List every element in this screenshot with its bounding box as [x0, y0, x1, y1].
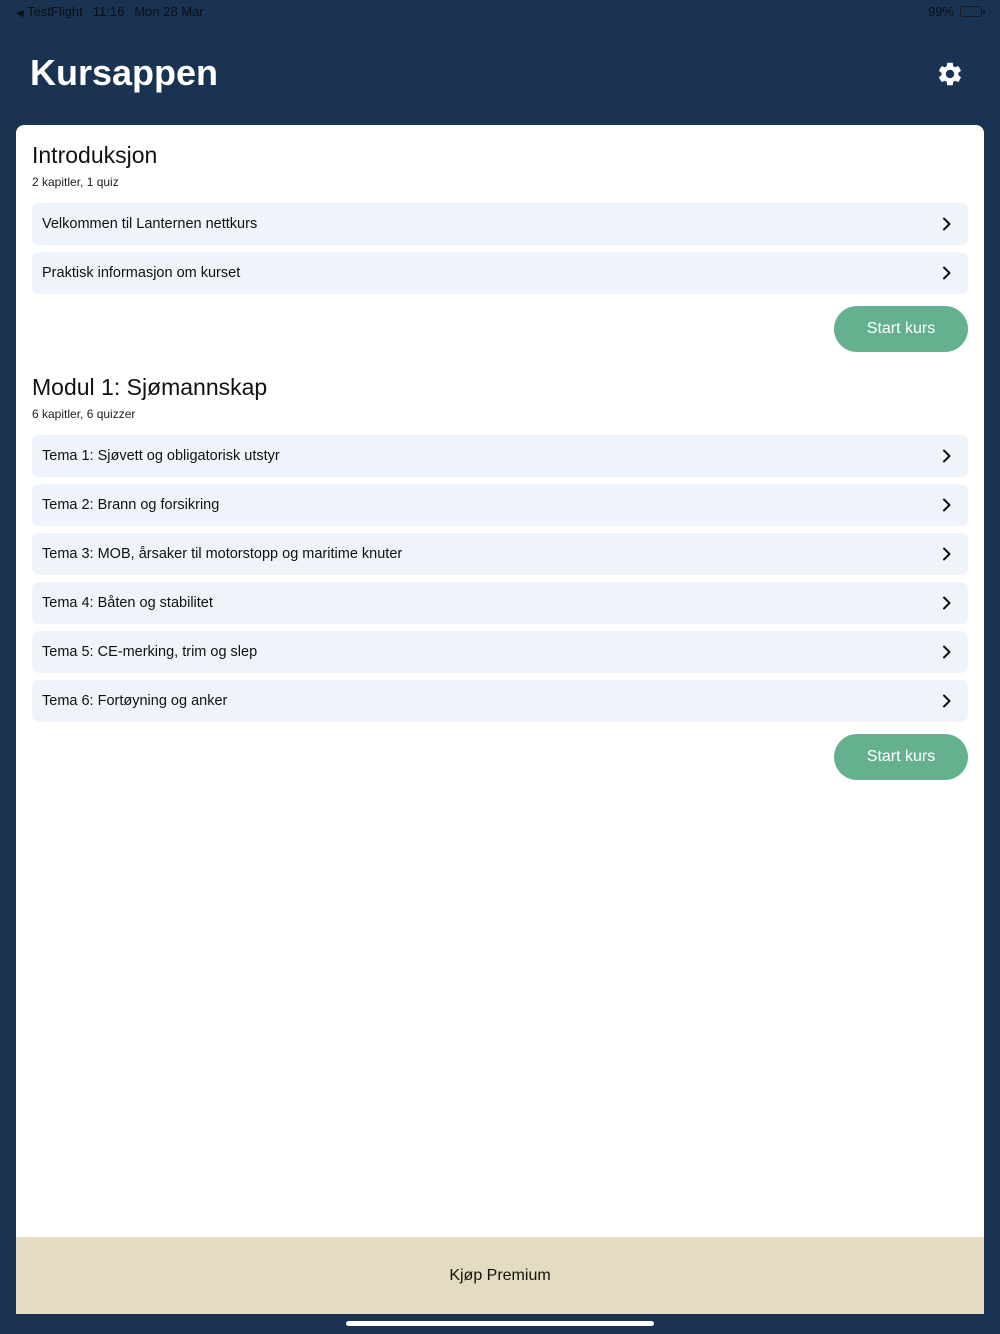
back-app-label: TestFlight — [27, 4, 83, 19]
battery-percent: 99% — [927, 4, 954, 19]
chapter-label: Tema 2: Brann og forsikring — [42, 497, 220, 513]
chapter-item[interactable] — [32, 582, 968, 624]
status-right — [928, 4, 982, 19]
chapter-item[interactable] — [32, 631, 968, 673]
chapter-item[interactable] — [32, 680, 968, 722]
section-modul-1 — [32, 374, 968, 780]
section-introduksjon — [32, 142, 968, 352]
start-course-button[interactable]: Start kurs — [834, 306, 968, 352]
chapter-label: Tema 4: Båten og stabilitet — [42, 595, 213, 611]
chapter-item[interactable] — [32, 484, 968, 526]
chapter-list — [32, 435, 968, 722]
chevron-right-icon — [940, 596, 954, 610]
app-title: Kursappen — [30, 52, 219, 93]
back-to-app[interactable] — [16, 4, 83, 19]
status-bar — [0, 0, 1000, 24]
start-course-button[interactable]: Start kurs — [834, 734, 968, 780]
status-time: 11:16 — [92, 4, 125, 19]
chevron-right-icon — [940, 547, 954, 561]
chevron-right-icon — [940, 449, 954, 463]
chapter-item[interactable] — [32, 203, 968, 245]
chevron-right-icon — [940, 498, 954, 512]
section-subtitle: 2 kapitler, 1 quiz — [32, 175, 119, 189]
chapter-label: Tema 6: Fortøyning og anker — [42, 693, 228, 709]
chapter-item[interactable] — [32, 252, 968, 294]
home-indicator — [346, 1321, 654, 1326]
course-card — [16, 125, 984, 1314]
section-subtitle: 6 kapitler, 6 quizzer — [32, 407, 136, 421]
chapter-label: Velkommen til Lanternen nettkurs — [42, 216, 258, 232]
battery-icon — [960, 6, 982, 17]
settings-button[interactable] — [934, 58, 966, 90]
chapter-item[interactable] — [32, 533, 968, 575]
buy-premium-label: Kjøp Premium — [449, 1266, 551, 1284]
start-row — [32, 306, 968, 352]
chapter-list — [32, 203, 968, 294]
chapter-item[interactable] — [32, 435, 968, 477]
chapter-label: Praktisk informasjon om kurset — [42, 265, 241, 281]
status-left — [16, 4, 204, 19]
buy-premium-button[interactable] — [16, 1237, 984, 1314]
chapter-label: Tema 3: MOB, årsaker til motorstopp og maritime knuter — [42, 546, 403, 562]
section-title: Modul 1: Sjømannskap — [32, 374, 268, 400]
status-date: Mon 28 Mar — [134, 4, 204, 19]
section-title: Introduksjon — [32, 142, 158, 168]
start-row — [32, 734, 968, 780]
chapter-label: Tema 1: Sjøvett og obligatorisk utstyr — [42, 448, 280, 464]
back-triangle-icon: ◀ — [16, 8, 24, 19]
chevron-right-icon — [940, 217, 954, 231]
chevron-right-icon — [940, 645, 954, 659]
chevron-right-icon — [940, 694, 954, 708]
gear-icon — [936, 60, 964, 88]
chapter-label: Tema 5: CE-merking, trim og slep — [42, 644, 258, 660]
chevron-right-icon — [940, 266, 954, 280]
